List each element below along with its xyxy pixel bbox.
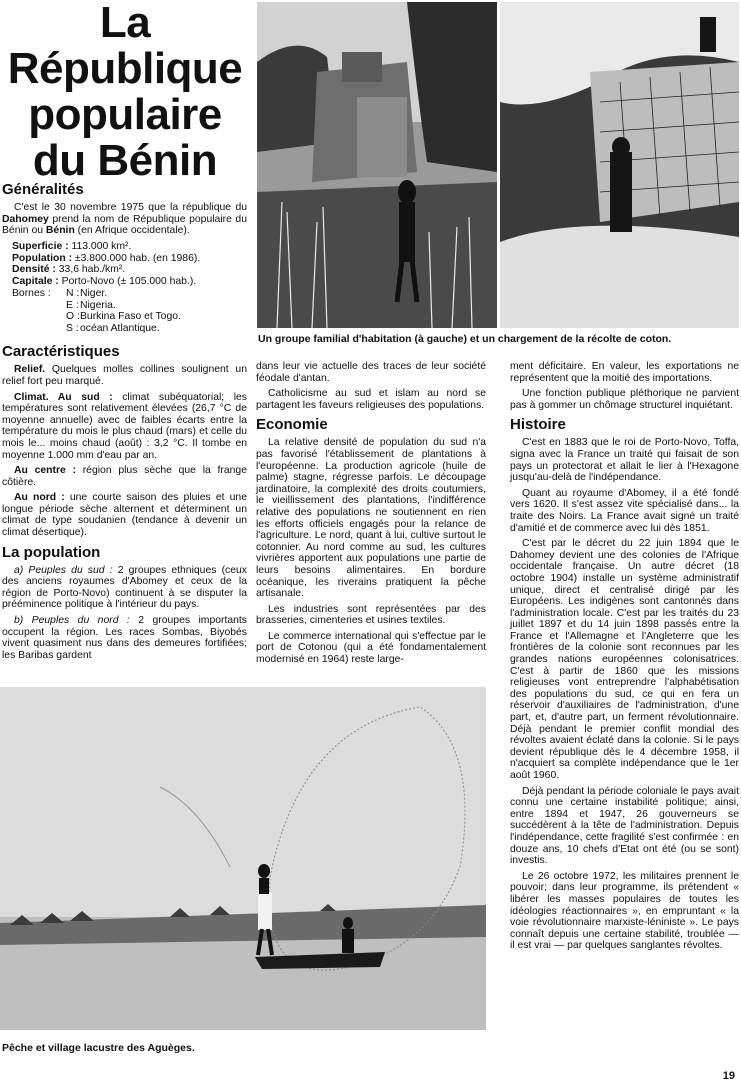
title-line: La — [99, 0, 151, 47]
para-peuples-nord-cont: dans leur vie actuelle des traces de leur société féodale d'antan. — [256, 361, 486, 384]
heading-generalites: Généralités — [2, 181, 84, 198]
column-right — [510, 361, 739, 956]
borders-list: Bornes : N : Niger. E : Nigeria. O : Burkina Faso et Togo. S : océan Atlantique. — [12, 287, 181, 334]
heading-histoire: Histoire — [510, 416, 566, 434]
para-histoire-1: C'est en 1883 que le roi de Porto-Novo, Toffa, signa avec la France un traité qui faisait de son pays un protectorat et allait le lier à l'Hexagone jusqu'au-delà de l'indépendance. — [510, 437, 739, 484]
column-middle — [256, 361, 486, 670]
generalites-intro: C'est le 30 novembre 1975 que la république du Dahomey prend la nom de République populaire du Bénin ou Bénin (en Afrique occidentale). — [2, 202, 247, 237]
photo-fishing-village — [0, 687, 486, 1030]
caption-top: Un groupe familial d'habitation (à gauche) et un chargement de la récolte de coton. — [258, 333, 672, 345]
para-economie-1: La relative densité de population du sud n'a pas favorisé l'établissement de plantations à l'européenne. La production agricole (huile de palme) stagne, régresse parfois. Le découpage jardinatoire, la complexité des droits coutumiers, le vieillissement des plantations, l'indifférence relative des populations ne soutiennent en rien les efforts officiels engagés pour la relance de l'agriculture. Le nord, quant à lui, cultive surtout le cotonnier. Au nord comme au sud, les cultures vivrières apportent aux populations une partie de leurs besoins alimentaires. En bordure océanique, les riverains pratiquent la pêche artisanale. — [256, 437, 486, 600]
para-relief: Relief. Quelques molles collines soulignent un relief fort peu marqué. — [2, 364, 247, 387]
fact-row: Densité : 33,6 hab./km². — [12, 264, 126, 276]
para-histoire-3: C'est par le décret du 22 juin 1894 que le Dahomey devient une des colonies de l'Afrique occidentale française. Un autre décret (18 octobre 1904) installe un système administratif unique, direct et centralisé dirigé par les Européens. Les indigènes sont cantonnés dans l'administration locale. C'est par les traités du 23 juillet 1897 et du 14 juin 1898 passés entre la France et l'Allemagne et l'Angleterre que les frontières de la colonie sont reconnues par les grandes nations européennes colonisatrices. C'est à partir de 1860 que les missions religieuses vont entreprendre l'alphabétisation des populations du sud, ce qui en fera un réservoir d'auxiliaires de l'administration, d'une part, et, d'autre part, un ferment révolutionnaire. Déjà pendant le premier conflit mondial des révoltes avaient éclaté dans la colonie. Si le pays devient république dès le 4 décembre 1958, il n'acquiert sa complète indépendance que le 1er août 1960. — [510, 538, 739, 781]
fact-row: Population : ±3.800.000 hab. (en 1986). — [12, 252, 201, 264]
para-economie-3: Le commerce international qui s'effectue par le port de Cotonou (qui a été fondamentalement modernisé en 1964) reste large- — [256, 630, 486, 666]
title-line: populaire — [28, 90, 222, 139]
para-histoire-4: Déjà pendant la période coloniale le pays avait connu une certaine instabilité politique; ainsi, entre 1894 et 1947, 26 gouverneurs se succédèrent à la tête de l'administration. Depuis l'indépendance, cette fragilité s'est confirmée : en douze ans, 10 chefs d'Etat ont été (ou se sont) investis. — [510, 785, 739, 867]
para-religion: Catholicisme au sud et islam au nord se partagent les faveurs religieuses des populations. — [256, 388, 486, 411]
para-peuples-sud: a) Peuples du sud : 2 groupes ethniques (ceux des anciens royaumes d'Abomey et ceux de la région de Porto-Novo) continuent à se disputer la prééminence politique à l'intérieur du pays. — [2, 564, 247, 611]
para-peuples-nord: b) Peuples du nord : 2 groupes importants occupent la région. Les races Sombas, Biyobés vivent quasiment nus dans des demeures fortifiées; les Baribas gardent — [2, 615, 248, 661]
para-economie-2: Les industries sont représentées par des brasseries, cimenteries et usines textiles. — [256, 603, 486, 627]
heading-economie: Economie — [256, 416, 328, 434]
para-histoire-2: Quant au royaume d'Abomey, il a été fondé vers 1620. Il s'est assez vite spécialisé dans... la traite des Noirs. La France avait signé un traité d'amitié et de commerce avec lui dès 1851. — [510, 487, 739, 534]
page-title — [0, 0, 250, 184]
page-number: 19 — [722, 1070, 735, 1082]
para-histoire-5: Le 26 octobre 1972, les militaires prennent le pouvoir; dans leur programme, ils prétendent « libérer les masses populaires de toutes les idéologies réactionnaires », en empruntant « la voie révolutionnaire marxiste-léniniste ». Le pays connaît depuis une certaine stabilité, troublée — il est vrai — par quelques sanglantes révoltes. — [510, 870, 739, 952]
para-economie-3-cont: ment déficitaire. En valeur, les exportations ne représentent que la moitié des importations. — [510, 361, 739, 384]
heading-caracteristiques: Caractéristiques — [2, 343, 120, 361]
title-line: du Bénin — [32, 136, 218, 185]
para-nord: Au nord : une courte saison des pluies et une longue période sèche alternent et déterminent un climat de type soudanien (tendance à devenir un climat désertique). — [2, 492, 247, 539]
para-centre: Au centre : région plus sèche que la frange côtière. — [2, 465, 247, 488]
fact-row: Capitale : Porto-Novo (± 105.000 hab.). — [12, 276, 197, 288]
heading-population: La population — [2, 543, 101, 561]
para-climat: Climat. Au sud : climat subéquatorial; les températures sont relativement élevées (26,7 °C de moyenne annuelle) avec de faibles écarts entre la température du mois le plus chaud (mars) et celle du mois le... moins chaud (août) : 3,2 °C. Il tombe en moyenne 1.000 mm d'eau par an. — [2, 391, 247, 461]
fact-row: Superficie : 113.000 km². — [12, 240, 132, 252]
photo-family-dwelling — [257, 2, 497, 328]
caption-bottom: Pêche et village lacustre des Aguèges. — [2, 1042, 195, 1054]
title-line: République — [7, 44, 243, 93]
photo-cotton-harvest — [500, 2, 739, 328]
para-economie-4: Une fonction publique pléthorique ne parvient pas à gommer un chômage structurel inquiétant. — [510, 388, 739, 411]
column-left — [2, 176, 247, 665]
